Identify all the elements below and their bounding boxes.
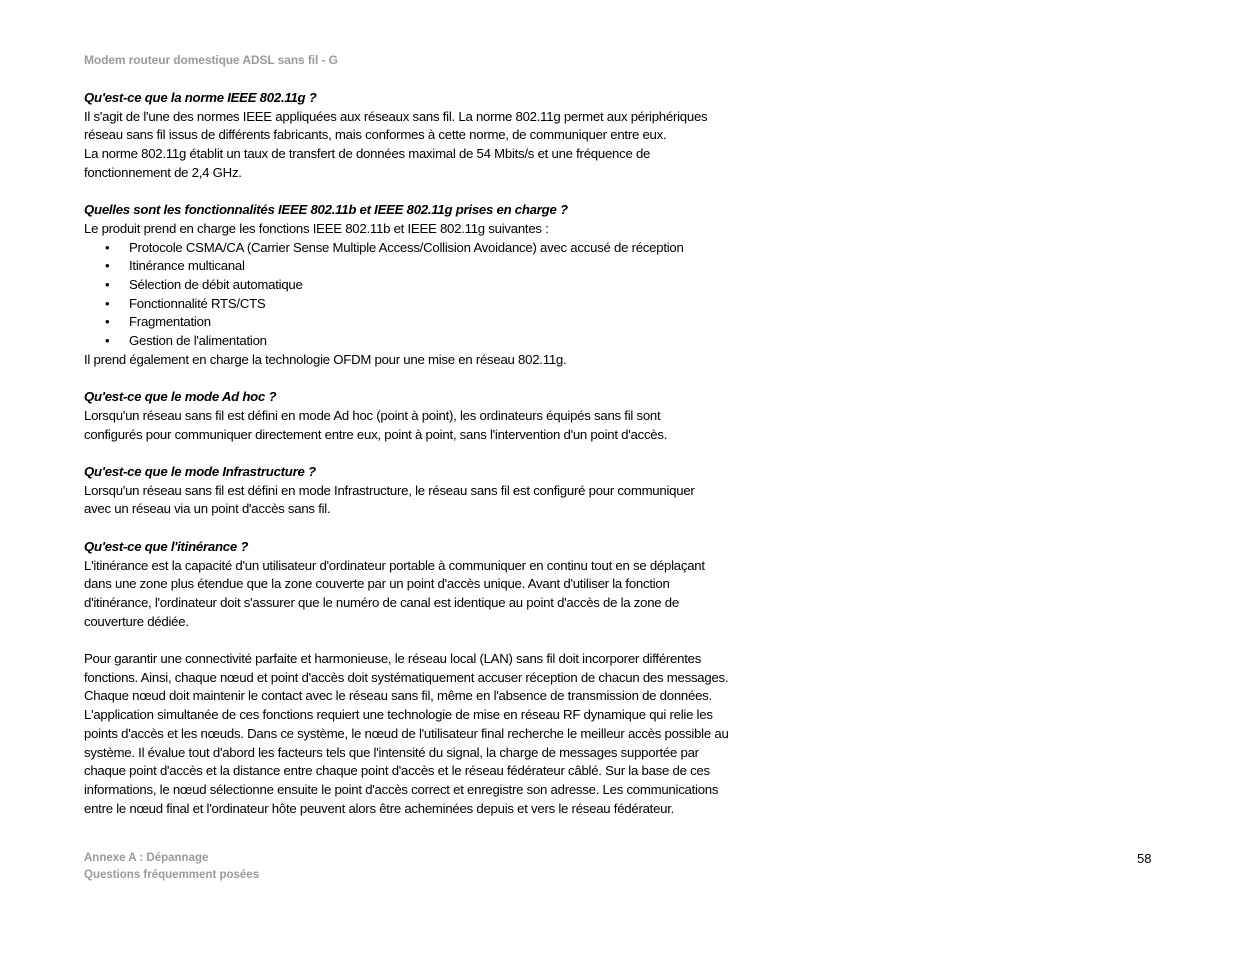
paragraph-line: fonctionnement de 2,4 GHz.: [84, 164, 242, 180]
footer-chapter: Annexe A : Dépannage: [84, 852, 209, 864]
question-heading: Qu'est-ce que la norme IEEE 802.11g ?: [84, 90, 317, 105]
paragraph-line: Le produit prend en charge les fonctions IEEE 802.11b et IEEE 802.11g suivantes :: [84, 220, 549, 236]
list-item: [84, 295, 764, 314]
paragraph-line: d'itinérance, l'ordinateur doit s'assurer que le numéro de canal est identique au point d'accès de la zone de: [84, 594, 679, 610]
paragraph-line: Lorsqu'un réseau sans fil est défini en mode Infrastructure, le réseau sans fil est configuré pour communiquer: [84, 482, 695, 498]
paragraph-line: La norme 802.11g établit un taux de transfert de données maximal de 54 Mbits/s et une fréquence de: [84, 146, 651, 162]
paragraph-line: Il prend également en charge la technologie OFDM pour une mise en réseau 802.11g.: [84, 351, 567, 367]
document-header: Modem routeur domestique ADSL sans fil - G: [84, 53, 338, 67]
paragraph-line: Il s'agit de l'une des normes IEEE appliquées aux réseaux sans fil. La norme 802.11g permet aux périphériques: [84, 108, 708, 124]
list-item-label: Fonctionnalité RTS/CTS: [129, 295, 266, 311]
faq-section-adhoc: [84, 388, 764, 444]
list-item: [84, 276, 764, 295]
bullet-icon: •: [105, 277, 110, 293]
bullet-icon: •: [105, 239, 110, 255]
page-number: 58: [1137, 851, 1152, 866]
faq-section-80211g: [84, 89, 764, 183]
paragraph-line: dans une zone plus étendue que la zone couverte par un point d'accès unique. Avant d'utiliser la fonction: [84, 576, 670, 592]
list-item-label: Sélection de débit automatique: [129, 277, 303, 293]
list-item-label: Itinérance multicanal: [129, 258, 245, 274]
paragraph-line: configurés pour communiquer directement entre eux, point à point, sans l'intervention d'un point d'accès.: [84, 426, 668, 442]
paragraph-line: couverture dédiée.: [84, 613, 189, 629]
question-heading: Qu'est-ce que le mode Infrastructure ?: [84, 464, 316, 480]
faq-section-infrastructure: [84, 463, 764, 519]
bullet-icon: •: [105, 295, 110, 311]
question-heading: Qu'est-ce que l'itinérance ?: [84, 538, 249, 554]
bullet-icon: •: [105, 258, 110, 274]
paragraph-line: points d'accès et les nœuds. Dans ce système, le nœud de l'utilisateur final recherche le meilleur accès possible au: [84, 725, 729, 741]
list-item-label: Gestion de l'alimentation: [129, 333, 267, 349]
question-heading: Quelles sont les fonctionnalités IEEE 802.11b et IEEE 802.11g prises en charge ?: [84, 202, 568, 218]
list-item-label: Protocole CSMA/CA (Carrier Sense Multiple Access/Collision Avoidance) avec accusé de réception: [129, 239, 684, 255]
paragraph-line: avec un réseau via un point d'accès sans fil.: [84, 501, 331, 517]
bullet-icon: •: [105, 333, 110, 349]
bullet-icon: •: [105, 314, 110, 330]
faq-section-roaming: [84, 538, 764, 819]
question-heading: Qu'est-ce que le mode Ad hoc ?: [84, 389, 277, 405]
paragraph-line: système. Il évalue tout d'abord les facteurs tels que l'intensité du signal, la charge de messages supportée par: [84, 744, 699, 760]
paragraph-line: Lorsqu'un réseau sans fil est défini en mode Ad hoc (point à point), les ordinateurs équipés sans fil sont: [84, 407, 661, 423]
paragraph-line: fonctions. Ainsi, chaque nœud et point d'accès doit systématiquement accuser réception de chacun des messages.: [84, 669, 729, 685]
paragraph-line: réseau sans fil issus de différents fabricants, mais conformes à cette norme, de communiquer entre eux.: [84, 127, 667, 143]
list-item: [84, 257, 764, 276]
paragraph-line: L'itinérance est la capacité d'un utilisateur d'ordinateur portable à communiquer en continu tout en se déplaçant: [84, 557, 705, 573]
paragraph-line: Pour garantir une connectivité parfaite et harmonieuse, le réseau local (LAN) sans fil doit incorporer différentes: [84, 651, 702, 667]
paragraph-line: entre le nœud final et l'ordinateur hôte peuvent alors être acheminées depuis et vers le réseau fédérateur.: [84, 800, 675, 816]
feature-list: [84, 239, 764, 351]
paragraph-line: Chaque nœud doit maintenir le contact avec le réseau sans fil, même en l'absence de transmission de données.: [84, 688, 712, 704]
paragraph-line: informations, le nœud sélectionne ensuite le point d'accès correct et enregistre son adresse. Les communications: [84, 781, 719, 797]
list-item: [84, 239, 764, 258]
faq-section-features: [84, 201, 764, 369]
document-body: [84, 89, 764, 818]
paragraph-line: L'application simultanée de ces fonctions requiert une technologie de mise en réseau RF dynamique qui relie les: [84, 707, 713, 723]
document-footer: [84, 850, 259, 883]
footer-section: Questions fréquemment posées: [84, 868, 260, 881]
list-item: [84, 332, 764, 351]
list-item-label: Fragmentation: [129, 314, 211, 330]
paragraph-line: chaque point d'accès et la distance entre chaque point d'accès et le réseau fédérateur câblé. Sur la base de ces: [84, 763, 710, 779]
list-item: [84, 313, 764, 332]
